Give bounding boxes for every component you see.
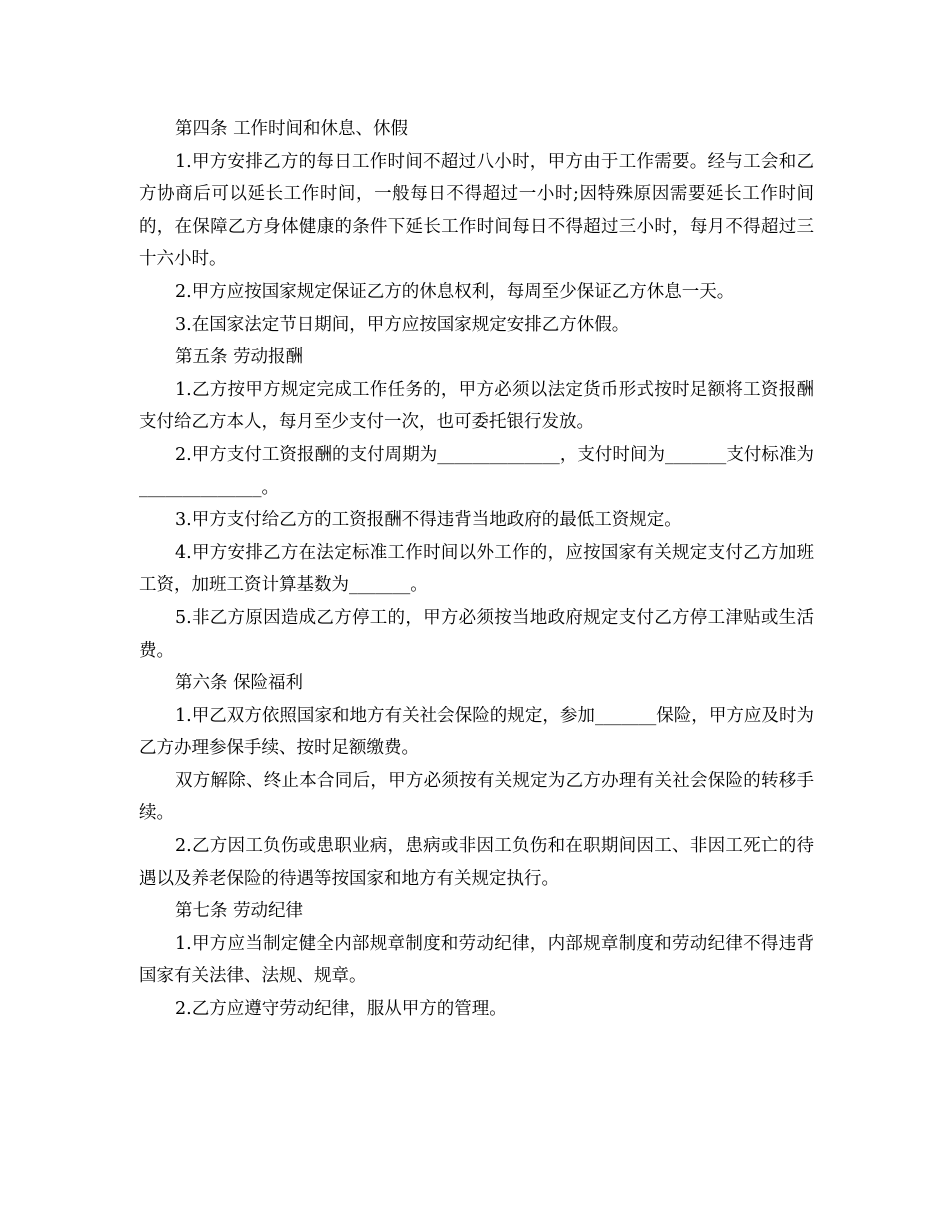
article-4-clause-1: 1.甲方安排乙方的每日工作时间不超过八小时，甲方由于工作需要。经与工会和乙方协商后可以延长工作时间，一般每日不得超过一小时;因特殊原因需要延长工作时间的，在保障乙方身体健康的条件下延长工作时间每日不得超过三小时，每月不得超过三十六小时。 (139, 151, 814, 270)
article-4-heading: 第四条 工作时间和休息、休假 (175, 119, 409, 139)
article-6-clause-1: 1.甲乙双方依照国家和地方有关社会保险的规定，参加_______保险，甲方应及时为乙方办理参保手续、按时足额缴费。 (139, 705, 814, 759)
article-7-clause-1: 1.甲方应当制定健全内部规章制度和劳动纪律，内部规章制度和劳动纪律不得违背国家有关法律、法规、规章。 (139, 933, 814, 987)
article-6-heading: 第六条 保险福利 (175, 673, 304, 694)
article-5-clause-4: 4.甲方安排乙方在法定标准工作时间以外工作的，应按国家有关规定支付乙方加班工资，加班工资计算基数为_______。 (139, 542, 814, 596)
article-4-clause-2: 2.甲方应按国家规定保证乙方的休息权利，每周至少保证乙方休息一天。 (175, 281, 735, 302)
article-5-clause-3: 3.甲方支付给乙方的工资报酬不得违背当地政府的最低工资规定。 (175, 510, 682, 531)
article-6-clause-1-supplement: 双方解除、终止本合同后，甲方必须按有关规定为乙方办理有关社会保险的转移手续。 (139, 770, 814, 824)
article-5-heading: 第五条 劳动报酬 (175, 347, 304, 368)
article-4-clause-3: 3.在国家法定节日期间，甲方应按国家规定安排乙方休假。 (175, 314, 630, 335)
article-6-clause-2: 2.乙方因工负伤或患职业病，患病或非因工负伤和在职期间因工、非因工死亡的待遇以及养老保险的待遇等按国家和地方有关规定执行。 (139, 836, 814, 889)
article-7-heading: 第七条 劳动纪律 (175, 901, 304, 922)
article-5-clause-5: 5.非乙方原因造成乙方停工的，甲方必须按当地政府规定支付乙方停工津贴或生活费。 (139, 607, 814, 661)
article-5-clause-1: 1.乙方按甲方规定完成工作任务的，甲方必须以法定货币形式按时足额将工资报酬支付给乙方本人，每月至少支付一次，也可委托银行发放。 (139, 379, 814, 433)
article-5-clause-2: 2.甲方支付工资报酬的支付周期为______________，支付时间为_______支付标准为______________。 (139, 444, 814, 498)
article-7-clause-2: 2.乙方应遵守劳动纪律，服从甲方的管理。 (175, 999, 507, 1020)
